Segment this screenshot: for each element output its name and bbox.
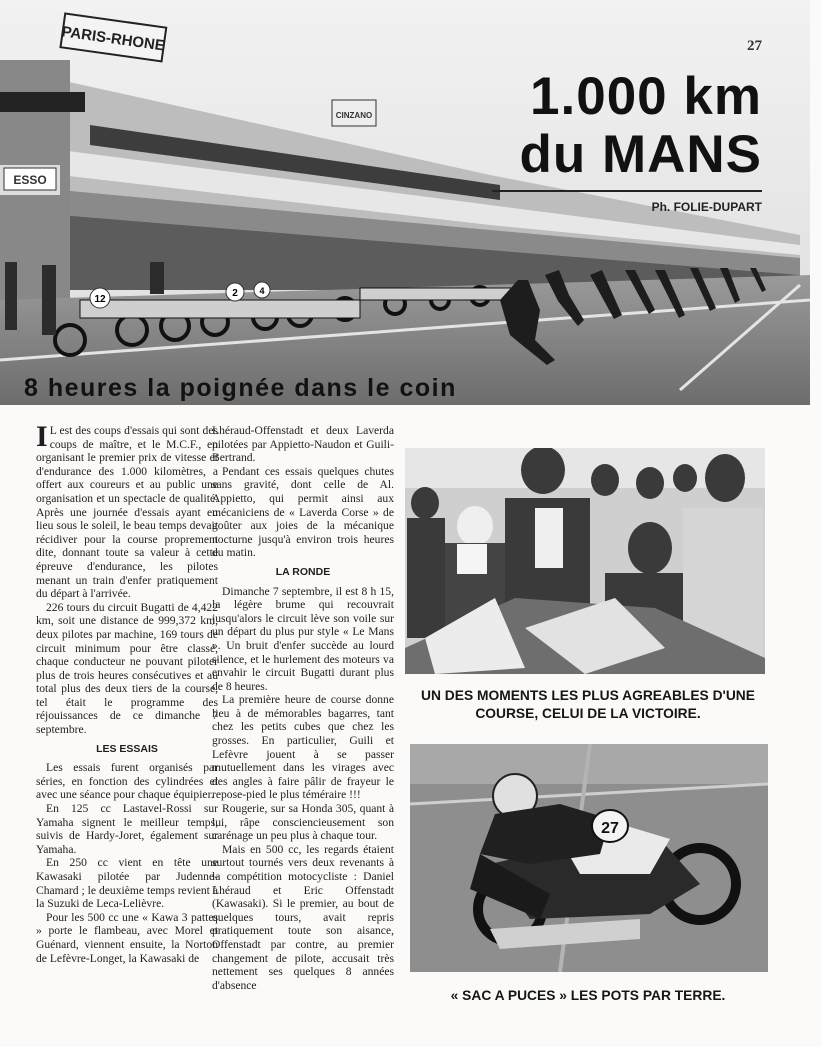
article-paragraph: 226 tours du circuit Bugatti de 4,422 km, soit une distance de 999,372 km, deux pilotes par machine, 169 tours de circuit minimum pour être classé, chaque conducteur ne pouvant piloter plus de trois heures consécutives et au total plus des deux tiers de la course, tel était le programme des réjouissances de ce dimanche 7 septembre. — [36, 600, 218, 737]
bike-number: 12 — [94, 294, 106, 305]
victory-photo — [405, 448, 765, 674]
page-title-line-2: du MANS — [519, 125, 762, 184]
title-block — [492, 68, 762, 214]
article-paragraph: La première heure de course donne lieu à de mémorables bagarres, tant chez les petits cubes que chez les grosses. En particulier, Guili et Lefèvre jouent à se passer mutuellement dans les virages avec des angles à faire pâlir de frayeur le repose-pied le plus téméraire !!! — [212, 693, 394, 802]
section-heading-ronde: LA RONDE — [275, 565, 331, 578]
article-paragraph: Pour les 500 cc une « Kawa 3 pattes » porte le flambeau, avec Morel et Guénard, viennent ensuite, la Norton de Lefèvre-Longet, la Kawasaki de — [36, 910, 218, 965]
article-paragraph: En 125 cc Lastavel-Rossi sur Yamaha signent le meilleur temps, suivis de Hardy-Joret, également sur Yamaha. — [36, 802, 218, 856]
sign-cinzano: CINZANO — [335, 111, 373, 120]
sign-esso: ESSO — [13, 173, 47, 187]
rider-photo — [410, 744, 768, 972]
article-paragraph: Les essais furent organisés par séries, en fonction des cylindrées et avec une séance pour chaque équipier. — [36, 761, 218, 802]
paragraph-text: L est des coups d'essais qui sont des coups de maître, et le M.C.F., en organisant le premier prix de vitesse et d'endurance des 1.000 kilomètres, a offert aux coureurs et au public une organisation et un spectacle de qualité. Après une journée d'essais ayant eu lieu sous le soleil, le beau temps devait récidiver pour la course proprement dite, donnant toute sa valeur à cette épreuve d'endurance, les pilotes menant un train d'enfer pratiquement du départ à l'arrivée. — [36, 424, 218, 601]
page-number: 27 — [747, 38, 762, 54]
sign-paris-rhone: PARIS-RHONE — [60, 23, 166, 55]
bike-number: 4 — [259, 286, 265, 296]
article-column-2 — [212, 424, 394, 992]
drop-cap: I — [36, 420, 48, 453]
article-paragraph — [36, 420, 218, 601]
photo-credit: Ph. FOLIE-DUPART — [651, 200, 762, 214]
title-rule — [492, 190, 762, 192]
section-heading-essais: LES ESSAIS — [96, 742, 158, 755]
article-paragraph: En 250 cc vient en tête une Kawasaki pilotée par Judenne-Chamard ; le deuxième temps revient à la Suzuki de Leca-Lelièvre. — [36, 856, 218, 911]
article-paragraph: Rougerie, sur sa Honda 305, quant à lui, râpe consciencieusement son carénage un peu plus à chaque tour. — [212, 802, 394, 843]
victory-caption: UN DES MOMENTS LES PLUS AGREABLES D'UNE COURSE, CELUI DE LA VICTOIRE. — [421, 688, 755, 721]
article-paragraph: Pendant ces essais quelques chutes sans gravité, dont celle de Al. Appietto, qui permit ainsi aux mécaniciens de « Laverda Corse » de goûter aux joies de la mécanique nocturne jusqu'à environ trois heures du matin. — [212, 464, 394, 560]
article-paragraph: Mais en 500 cc, les regards étaient surtout tournés vers deux revenants à la compétition motocycliste : Daniel Lhéraud et Eric Offenstadt (Kawasaki). Si le premier, au bout de quelques tours, avait repris pratiquement toute son aisance, Offenstadt par contre, au premier changement de pilote, accusait très nettement ses quelques 8 années d'absence — [212, 842, 394, 992]
article-column-1 — [36, 420, 218, 965]
rider-number-plate: 27 — [601, 820, 619, 837]
article-paragraph: Lhéraud-Offenstadt et deux Laverda pilotées par Appietto-Naudon et Guili-Bertrand. — [212, 424, 394, 465]
headline: 8 heures la poignée dans le coin — [24, 374, 457, 402]
article-paragraph: Dimanche 7 septembre, il est 8 h 15, la légère brume qui recouvrait jusqu'alors le circuit lève son voile sur un départ du plus pur style « Le Mans ». Un bruit d'enfer succède au lourd silence, et le hurlement des moteurs va envahir le circuit Bugatti durant plus de 8 heures. — [212, 584, 394, 693]
page-title-line-1: 1.000 km — [530, 67, 762, 126]
bike-number: 2 — [232, 288, 238, 299]
rider-caption: « SAC A PUCES » LES POTS PAR TERRE. — [450, 988, 726, 1003]
